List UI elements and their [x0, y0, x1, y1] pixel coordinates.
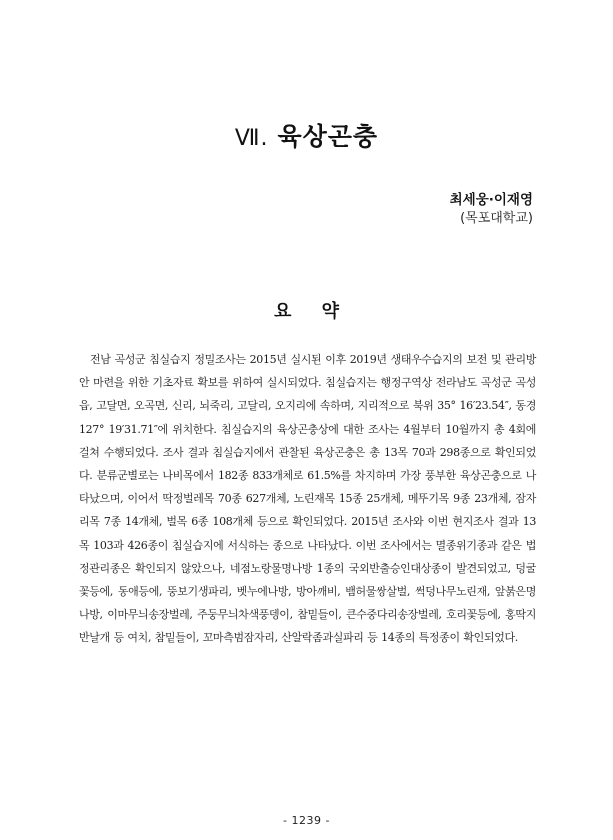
abstract-paragraph: 전남 곡성군 침실습지 정밀조사는 2015년 실시된 이후 2019년 생태우수습지의 보전 및 관리방안 마련을 위한 기초자료 확보를 위하여 실시되었다. 침실습지는 행정구역상 전라남도 곡성군 곡성읍, 고달면, 오곡면, 신리, 뇌죽리, 고달리, 오지리에 속하며, 지리적으로 북위 35° 16′23.54″, 동경 127° 19′31.71″에 위치한다. 침실습지의 육상곤충상에 대한 조사는 4월부터 10월까지 총 4회에 걸쳐 수행되었다. 조사 결과 침실습지에서 관찰된 육상곤충은 총 13목 70과 298종으로 확인되었다. 분류군별로는 나비목에서 182종 833개체로 61.5%를 차지하며 가장 풍부한 육상곤충으로 나타났으며, 이어서 딱정벌레목 70종 627개체, 노린재목 15종 25개체, 메뚜기목 9종 23개체, 잠자리목 7종 14개체, 벌목 6종 108개체 등으로 확인되었다. 2015년 조사와 이번 현지조사 결과 13목 103과 426종이 침실습지에 서식하는 종으로 나타났다. 이번 조사에서는 멸종위기종과 같은 법정관리종은 확인되지 않았으나, 네점노랑물명나방 1종의 국외반출승인대상종이 발견되었고, 덩굴꽃등에, 동애등에, 뚱보기생파리, 벳누에나방, 방아깨비, 뱀허물쌍살벌, 썩덩나무노린재, 앞붉은명나방, 이마무늬송장벌레, 주둥무늬차색풍뎅이, 참밑들이, 큰수중다리송장벌레, 호리꽃등에, 홍딱지반날개 등 여치, 참밑들이, 꼬마측범잠자리, 산알락좀과실파리 등 14종의 특정종이 확인되었다.: [79, 353, 536, 645]
chapter-numeral: Ⅶ.: [234, 126, 269, 151]
affiliation: (목포대학교): [460, 211, 533, 226]
page-number: - 1239 -: [283, 814, 330, 827]
authors: 최세웅·이재영: [449, 192, 533, 208]
summary-heading: 요 약: [273, 301, 340, 322]
chapter-title: [0, 117, 613, 153]
chapter-name: 육상곤충: [277, 122, 379, 151]
